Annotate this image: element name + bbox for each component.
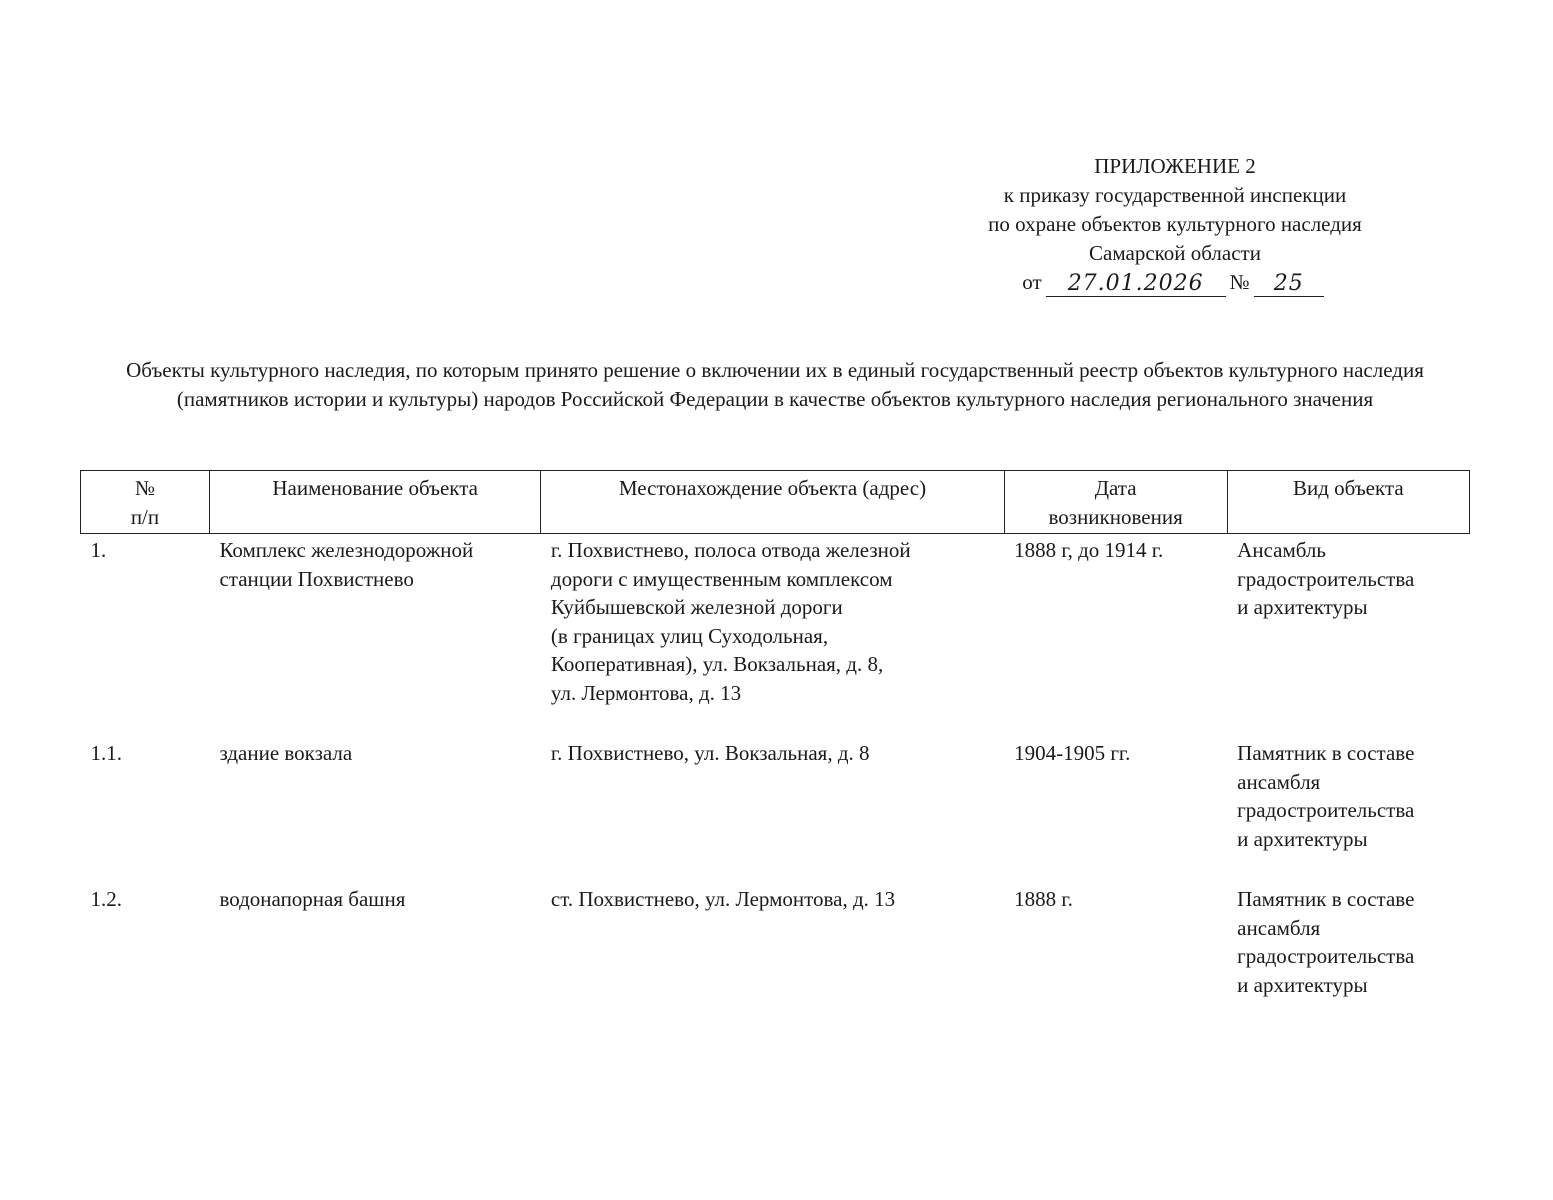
appendix-title: ПРИЛОЖЕНИЕ 2 (1094, 154, 1256, 178)
appendix-header (940, 152, 1410, 297)
row-type: Памятник в составе ансамбля градостроительства и архитектуры (1237, 741, 1415, 851)
row-date: 1888 г. (1014, 887, 1073, 911)
row-address: г. Похвистнево, полоса отвода железной дороги с имущественным комплексом Куйбышевской железной дороги (в границах улиц Суходольная, Кооперативная), ул. Вокзальная, д. 8, ул. Лермонтова, д. 13 (550, 538, 911, 705)
number-prefix: № (1229, 270, 1250, 294)
row-name: здание вокзала (219, 741, 353, 765)
header-type: Вид объекта (1227, 471, 1469, 534)
order-date-number-line (940, 268, 1410, 297)
row-num: 1.2. (90, 887, 122, 911)
row-date: 1888 г, до 1914 г. (1014, 538, 1164, 562)
header-num: № п/п (81, 471, 210, 534)
appendix-line-region: Самарской области (1089, 241, 1261, 265)
row-date: 1904-1905 гг. (1014, 741, 1131, 765)
table-row (81, 737, 1470, 883)
handwritten-date-field: 27.01.2026 (1046, 272, 1226, 297)
appendix-line-authority: по охране объектов культурного наследия (988, 212, 1362, 236)
row-num: 1. (90, 538, 107, 562)
row-type: Памятник в составе ансамбля градостроительства и архитектуры (1237, 887, 1415, 997)
appendix-line-order: к приказу государственной инспекции (1003, 183, 1347, 207)
table-row (81, 534, 1470, 738)
heritage-objects-table (80, 470, 1470, 1029)
row-name: Комплекс железнодорожной станции Похвистнево (219, 538, 474, 591)
date-prefix: от (1022, 270, 1042, 294)
document-title: Объекты культурного наследия, по которым принято решение о включении их в единый государственный реестр объектов культурного наследия (памятников истории и культуры) народов Российской Федерации в качестве объектов культурного наследия регионального значения (126, 358, 1424, 411)
row-type: Ансамбль градостроительства и архитектуры (1237, 538, 1415, 619)
handwritten-number-field: 25 (1254, 272, 1324, 297)
table-header-row (81, 471, 1470, 534)
row-name: водонапорная башня (219, 887, 406, 911)
header-name: Наименование объекта (209, 471, 540, 534)
row-address: г. Похвистнево, ул. Вокзальная, д. 8 (550, 741, 870, 765)
header-address: Местонахождение объекта (адрес) (541, 471, 1004, 534)
table-row (81, 883, 1470, 1029)
row-num: 1.1. (90, 741, 122, 765)
row-address: ст. Похвистнево, ул. Лермонтова, д. 13 (550, 887, 896, 911)
header-date: Дата возникновения (1004, 471, 1227, 534)
